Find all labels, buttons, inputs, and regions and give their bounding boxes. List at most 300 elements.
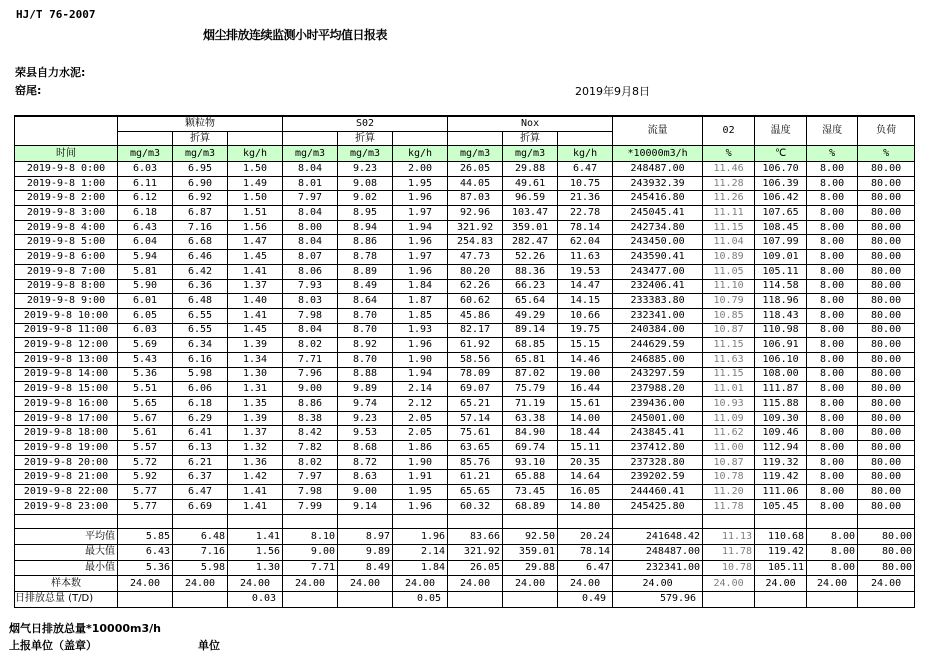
row-label [15, 514, 118, 529]
cell: 78.14 [558, 544, 613, 560]
cell: 6.03 [118, 162, 173, 177]
cell: 75.79 [503, 382, 558, 397]
report-title: 烟尘排放连续监测小时平均值日报表 [203, 28, 388, 42]
cell: 8.95 [338, 206, 393, 221]
cell: 243297.59 [613, 367, 703, 382]
cell [755, 514, 807, 529]
cell: 1.93 [393, 323, 448, 338]
cell: 80.00 [858, 367, 915, 382]
cell: 232406.41 [613, 279, 703, 294]
cell: 118.96 [755, 294, 807, 309]
cell: 1.30 [228, 367, 283, 382]
cell: 5.57 [118, 441, 173, 456]
cell [448, 591, 503, 607]
cell: 80.00 [858, 455, 915, 470]
table-row [15, 367, 915, 382]
cell: 112.94 [755, 441, 807, 456]
cell [228, 514, 283, 529]
cell: 68.89 [503, 499, 558, 514]
cell: 6.69 [173, 499, 228, 514]
cell: 26.05 [448, 162, 503, 177]
cell: 5.94 [118, 250, 173, 265]
cell: 6.43 [118, 544, 173, 560]
unit-cell: mg/m3 [448, 146, 503, 162]
row-label: 2019-9-8 18:00 [15, 426, 118, 441]
cell: 9.74 [338, 397, 393, 412]
cell [118, 591, 173, 607]
cell: 45.86 [448, 308, 503, 323]
cell: 80.00 [858, 560, 915, 576]
cell: 11.05 [703, 264, 755, 279]
cell: 8.49 [338, 560, 393, 576]
cell: 24.00 [448, 576, 503, 592]
cell: 1.51 [228, 206, 283, 221]
cell: 88.36 [503, 264, 558, 279]
cell: 6.47 [558, 162, 613, 177]
cell: 10.89 [703, 250, 755, 265]
cell: 10.78 [703, 470, 755, 485]
cell: 8.64 [338, 294, 393, 309]
cell: 7.93 [283, 279, 338, 294]
cell: 65.88 [503, 470, 558, 485]
row-label: 2019-9-8 19:00 [15, 441, 118, 456]
cell: 6.29 [173, 411, 228, 426]
cell: 241648.42 [613, 529, 703, 545]
cell: 244629.59 [613, 338, 703, 353]
row-label: 日排放总量 (T/D) [15, 591, 118, 607]
cell: 109.30 [755, 411, 807, 426]
cell: 89.14 [503, 323, 558, 338]
cell: 1.37 [228, 279, 283, 294]
cell: 11.63 [703, 352, 755, 367]
cell: 8.49 [338, 279, 393, 294]
cell: 8.00 [807, 544, 858, 560]
cell: 8.04 [283, 206, 338, 221]
cell: 8.07 [283, 250, 338, 265]
cell [173, 514, 228, 529]
cell: 8.04 [283, 235, 338, 250]
cell: 243450.00 [613, 235, 703, 250]
cell: 7.16 [173, 220, 228, 235]
cell: 1.49 [228, 176, 283, 191]
cell: 5.98 [173, 367, 228, 382]
cell [807, 591, 858, 607]
cell: 107.65 [755, 206, 807, 221]
cell: 11.09 [703, 411, 755, 426]
column-temperature: 温度 [755, 116, 807, 146]
cell [807, 514, 858, 529]
cell: 114.58 [755, 279, 807, 294]
cell: 29.88 [503, 162, 558, 177]
cell: 8.00 [807, 338, 858, 353]
cell: 80.00 [858, 191, 915, 206]
cell: 7.16 [173, 544, 228, 560]
unit-cell: kg/h [228, 146, 283, 162]
cell: 6.16 [173, 352, 228, 367]
cell: 15.11 [558, 441, 613, 456]
cell: 69.74 [503, 441, 558, 456]
table-row [15, 220, 915, 235]
cell: 2.14 [393, 544, 448, 560]
cell: 16.44 [558, 382, 613, 397]
cell: 8.00 [283, 220, 338, 235]
cell: 6.55 [173, 308, 228, 323]
cell: 68.85 [503, 338, 558, 353]
column-flow: 流量 [613, 116, 703, 146]
cell: 8.00 [807, 250, 858, 265]
cell: 80.00 [858, 470, 915, 485]
cell: 24.00 [858, 576, 915, 592]
cell: 9.53 [338, 426, 393, 441]
cell: 80.00 [858, 485, 915, 500]
cell: 1.30 [228, 560, 283, 576]
cell: 75.61 [448, 426, 503, 441]
cell: 6.46 [173, 250, 228, 265]
cell: 80.00 [858, 529, 915, 545]
cell: 14.00 [558, 411, 613, 426]
time-header-spacer [15, 116, 118, 146]
cell: 8.70 [338, 308, 393, 323]
cell: 8.00 [807, 382, 858, 397]
cell: 11.15 [703, 220, 755, 235]
cell: 8.63 [338, 470, 393, 485]
cell: 14.15 [558, 294, 613, 309]
unit-cell: % [807, 146, 858, 162]
cell: 8.00 [807, 455, 858, 470]
cell: 15.15 [558, 338, 613, 353]
cell: 8.94 [338, 220, 393, 235]
cell: 8.02 [283, 338, 338, 353]
cell: 11.04 [703, 235, 755, 250]
cell [703, 514, 755, 529]
cell: 19.53 [558, 264, 613, 279]
cell: 106.42 [755, 191, 807, 206]
cell [703, 591, 755, 607]
cell: 65.21 [448, 397, 503, 412]
cell: 80.00 [858, 352, 915, 367]
cell: 0.49 [558, 591, 613, 607]
cell: 8.00 [807, 352, 858, 367]
cell: 243590.41 [613, 250, 703, 265]
table-row [15, 411, 915, 426]
cell: 110.68 [755, 529, 807, 545]
cell: 1.36 [228, 455, 283, 470]
cell: 1.96 [393, 264, 448, 279]
cell: 243477.00 [613, 264, 703, 279]
table-row [15, 308, 915, 323]
column-load: 负荷 [858, 116, 915, 146]
cell: 8.03 [283, 294, 338, 309]
cell: 8.86 [283, 397, 338, 412]
monitoring-table [14, 115, 915, 608]
group-nox: Nox [448, 116, 613, 132]
unit-cell: ℃ [755, 146, 807, 162]
cell: 14.64 [558, 470, 613, 485]
cell: 21.36 [558, 191, 613, 206]
table-row [15, 426, 915, 441]
cell: 85.76 [448, 455, 503, 470]
cell: 80.00 [858, 544, 915, 560]
cell: 1.47 [228, 235, 283, 250]
cell: 8.38 [283, 411, 338, 426]
cell: 61.21 [448, 470, 503, 485]
cell: 118.43 [755, 308, 807, 323]
row-label: 2019-9-8 14:00 [15, 367, 118, 382]
row-label: 2019-9-8 8:00 [15, 279, 118, 294]
cell: 1.84 [393, 279, 448, 294]
cell: 1.32 [228, 441, 283, 456]
cell: 19.00 [558, 367, 613, 382]
cell: 78.09 [448, 367, 503, 382]
table-row [15, 206, 915, 221]
cell: 7.96 [283, 367, 338, 382]
cell: 80.00 [858, 338, 915, 353]
cell: 8.72 [338, 455, 393, 470]
cell: 80.00 [858, 235, 915, 250]
cell: 1.41 [228, 499, 283, 514]
cell: 10.87 [703, 455, 755, 470]
cell: 14.46 [558, 352, 613, 367]
cell: 80.00 [858, 411, 915, 426]
cell: 6.12 [118, 191, 173, 206]
cell: 24.00 [755, 576, 807, 592]
cell: 10.66 [558, 308, 613, 323]
cell: 1.90 [393, 455, 448, 470]
cell: 1.96 [393, 499, 448, 514]
row-label: 2019-9-8 21:00 [15, 470, 118, 485]
cell: 5.90 [118, 279, 173, 294]
cell: 49.29 [503, 308, 558, 323]
cell: 1.39 [228, 411, 283, 426]
cell: 49.61 [503, 176, 558, 191]
unit-cell: % [858, 146, 915, 162]
row-label: 2019-9-8 3:00 [15, 206, 118, 221]
converted-label-so2: 折算 [338, 132, 393, 146]
cell: 24.00 [173, 576, 228, 592]
cell: 5.61 [118, 426, 173, 441]
cell: 11.28 [703, 176, 755, 191]
cell: 5.69 [118, 338, 173, 353]
cell: 6.41 [173, 426, 228, 441]
cell: 1.41 [228, 529, 283, 545]
cell: 65.65 [448, 485, 503, 500]
cell: 321.92 [448, 220, 503, 235]
table-row [15, 235, 915, 250]
cell: 106.91 [755, 338, 807, 353]
cell: 9.02 [338, 191, 393, 206]
header-row-units [15, 146, 915, 162]
cell: 11.10 [703, 279, 755, 294]
cell: 111.87 [755, 382, 807, 397]
cell: 1.96 [393, 338, 448, 353]
cell: 5.92 [118, 470, 173, 485]
cell: 6.95 [173, 162, 228, 177]
cell: 7.97 [283, 470, 338, 485]
cell: 24.00 [503, 576, 558, 592]
cell: 106.10 [755, 352, 807, 367]
cell: 1.42 [228, 470, 283, 485]
cell: 52.26 [503, 250, 558, 265]
cell: 73.45 [503, 485, 558, 500]
cell: 10.93 [703, 397, 755, 412]
cell: 111.06 [755, 485, 807, 500]
cell: 1.56 [228, 220, 283, 235]
cell: 11.20 [703, 485, 755, 500]
cell: 8.00 [807, 441, 858, 456]
cell: 80.00 [858, 441, 915, 456]
cell: 6.43 [118, 220, 173, 235]
table-row [15, 191, 915, 206]
cell: 5.51 [118, 382, 173, 397]
cell: 9.00 [338, 485, 393, 500]
cell: 9.00 [283, 544, 338, 560]
cell: 22.78 [558, 206, 613, 221]
cell: 11.15 [703, 367, 755, 382]
cell: 2.05 [393, 411, 448, 426]
cell: 103.47 [503, 206, 558, 221]
cell: 6.87 [173, 206, 228, 221]
cell: 10.85 [703, 308, 755, 323]
cell: 80.00 [858, 264, 915, 279]
cell: 66.23 [503, 279, 558, 294]
cell: 71.19 [503, 397, 558, 412]
row-label: 2019-9-8 17:00 [15, 411, 118, 426]
cell: 11.46 [703, 162, 755, 177]
table-row [15, 397, 915, 412]
cell: 14.47 [558, 279, 613, 294]
cell [338, 514, 393, 529]
cell: 10.78 [703, 560, 755, 576]
cell: 5.77 [118, 499, 173, 514]
cell: 8.00 [807, 560, 858, 576]
cell: 6.92 [173, 191, 228, 206]
cell: 6.21 [173, 455, 228, 470]
cell: 8.04 [283, 323, 338, 338]
cell: 96.59 [503, 191, 558, 206]
cell: 63.65 [448, 441, 503, 456]
cell: 62.04 [558, 235, 613, 250]
cell: 321.92 [448, 544, 503, 560]
cell: 24.00 [558, 576, 613, 592]
cell: 106.70 [755, 162, 807, 177]
cell: 11.62 [703, 426, 755, 441]
cell: 26.05 [448, 560, 503, 576]
cell: 80.00 [858, 279, 915, 294]
row-label: 样本数 [15, 576, 118, 592]
cell: 24.00 [807, 576, 858, 592]
cell: 2.12 [393, 397, 448, 412]
table-row [15, 323, 915, 338]
cell: 6.47 [173, 485, 228, 500]
cell: 2.00 [393, 162, 448, 177]
cell: 87.03 [448, 191, 503, 206]
cell: 9.23 [338, 411, 393, 426]
table-header [15, 116, 915, 162]
cell: 11.15 [703, 338, 755, 353]
cell: 105.45 [755, 499, 807, 514]
cell: 8.02 [283, 455, 338, 470]
cell: 1.96 [393, 191, 448, 206]
table-row [15, 264, 915, 279]
cell: 6.55 [173, 323, 228, 338]
row-label: 2019-9-8 1:00 [15, 176, 118, 191]
cell: 8.86 [338, 235, 393, 250]
cell: 6.90 [173, 176, 228, 191]
cell: 243845.41 [613, 426, 703, 441]
cell: 14.80 [558, 499, 613, 514]
cell: 8.00 [807, 279, 858, 294]
table-row [15, 591, 915, 607]
cell: 8.00 [807, 162, 858, 177]
cell: 24.00 [613, 576, 703, 592]
table-row [15, 338, 915, 353]
cell: 5.43 [118, 352, 173, 367]
unit-cell: % [703, 146, 755, 162]
table-row [15, 544, 915, 560]
converted-label-pm: 折算 [173, 132, 228, 146]
cell: 105.11 [755, 264, 807, 279]
cell: 80.00 [858, 250, 915, 265]
unit-cell: kg/h [393, 146, 448, 162]
cell: 109.46 [755, 426, 807, 441]
cell: 18.44 [558, 426, 613, 441]
cell: 1.96 [393, 235, 448, 250]
unit-cell: mg/m3 [118, 146, 173, 162]
cell: 8.88 [338, 367, 393, 382]
cell: 8.00 [807, 235, 858, 250]
cell: 8.06 [283, 264, 338, 279]
cell: 9.89 [338, 382, 393, 397]
cell: 11.13 [703, 529, 755, 545]
cell: 9.00 [283, 382, 338, 397]
cell: 8.00 [807, 308, 858, 323]
cell: 62.26 [448, 279, 503, 294]
cell: 237988.20 [613, 382, 703, 397]
cell: 240384.00 [613, 323, 703, 338]
cell: 245001.00 [613, 411, 703, 426]
cell: 1.45 [228, 323, 283, 338]
cell: 6.68 [173, 235, 228, 250]
cell: 1.40 [228, 294, 283, 309]
cell: 58.56 [448, 352, 503, 367]
cell: 115.88 [755, 397, 807, 412]
cell: 11.01 [703, 382, 755, 397]
group-particulate: 颗粒物 [118, 116, 283, 132]
cell: 80.00 [858, 176, 915, 191]
cell: 80.00 [858, 308, 915, 323]
table-body [15, 162, 915, 608]
cell: 5.67 [118, 411, 173, 426]
row-label: 2019-9-8 0:00 [15, 162, 118, 177]
cell: 1.41 [228, 485, 283, 500]
cell: 0.03 [228, 591, 283, 607]
cell: 1.97 [393, 250, 448, 265]
cell: 359.01 [503, 220, 558, 235]
cell: 105.11 [755, 560, 807, 576]
cell: 1.50 [228, 191, 283, 206]
cell: 20.35 [558, 455, 613, 470]
row-label: 最小值 [15, 560, 118, 576]
cell: 5.81 [118, 264, 173, 279]
cell: 7.98 [283, 308, 338, 323]
cell: 239202.59 [613, 470, 703, 485]
cell: 8.00 [807, 264, 858, 279]
cell: 24.00 [338, 576, 393, 592]
cell: 8.00 [807, 367, 858, 382]
cell: 8.00 [807, 176, 858, 191]
cell: 93.10 [503, 455, 558, 470]
cell: 1.97 [393, 206, 448, 221]
